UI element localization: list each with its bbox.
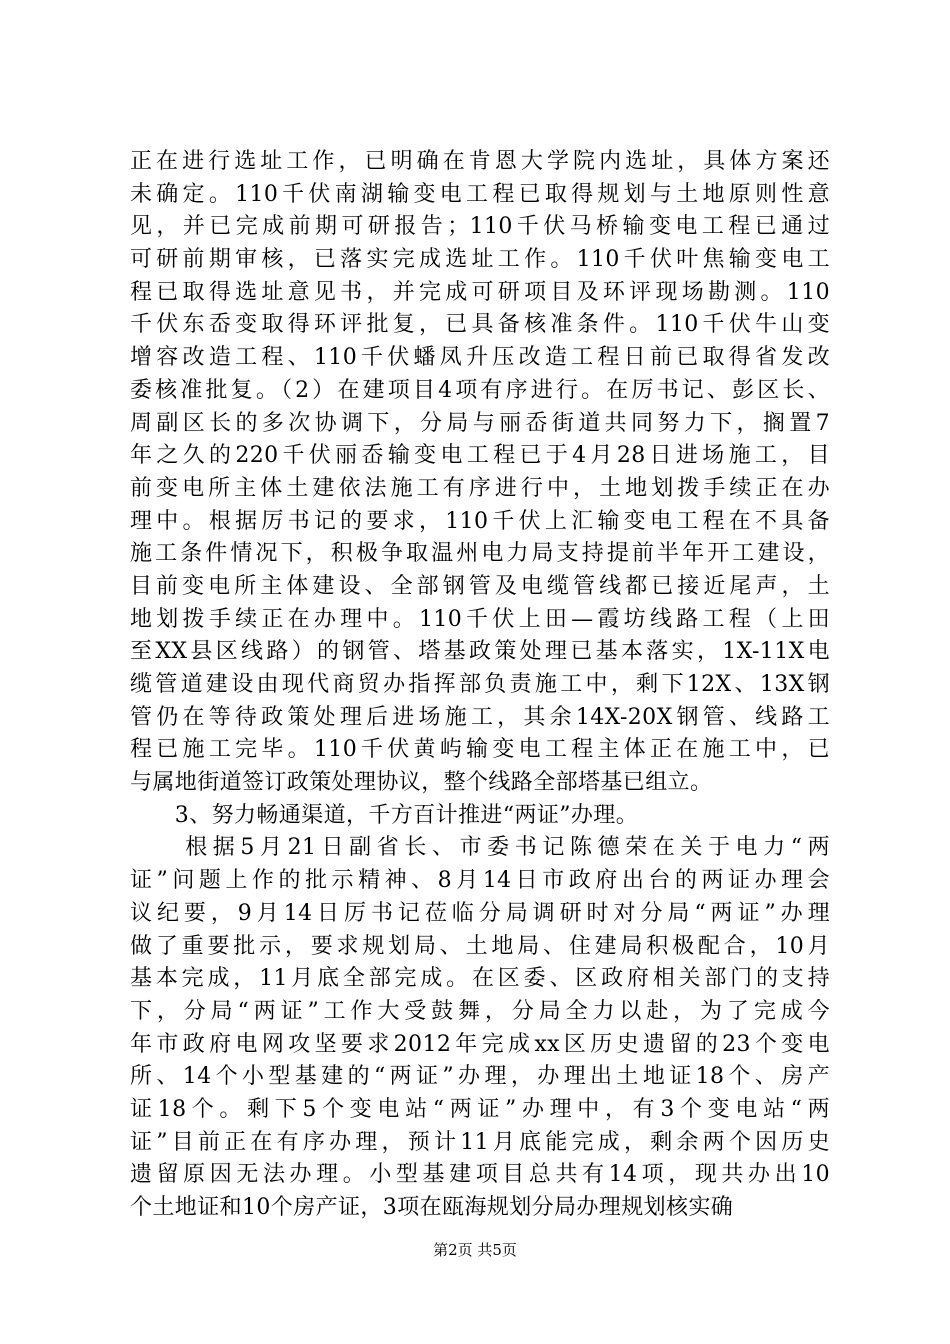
- body-text: [130, 146, 830, 1225]
- text-line: 千伏东岙变取得环评批复，已具备核准条件。110千伏牛山变: [130, 312, 830, 338]
- text-line: 见，并已完成前期可研报告；110千伏马桥输变电工程已通过: [130, 214, 830, 240]
- text-line: 遗留原因无法办理。小型基建项目总共有14项，现共办出10: [130, 1162, 830, 1188]
- text-line: 年之久的220千伏丽岙输变电工程已于4月28日进场施工，目: [130, 443, 830, 469]
- text-line: 前变电所主体土建依法施工有序进行中，土地划拨手续正在办: [130, 475, 830, 501]
- text-line: 根据5月21日副省长、市委书记陈德荣在关于电力“两: [130, 835, 830, 861]
- page-footer: 第2页 共5页: [433, 1241, 517, 1259]
- text-line: 证18个。剩下5个变电站“两证”办理中，有3个变电站“两: [130, 1096, 830, 1122]
- text-line: 委核准批复。（2）在建项目4项有序进行。在厉书记、彭区长、: [130, 377, 830, 403]
- text-line: 管仍在等待政策处理后进场施工，其余14X-20X钢管、线路工: [130, 704, 830, 730]
- text-line: 个土地证和10个房产证，3项在瓯海规划分局办理规划核实确: [130, 1195, 734, 1220]
- text-line: 目前变电所主体建设、全部钢管及电缆管线都已接近尾声，土: [130, 573, 830, 599]
- text-line: 周副区长的多次协调下，分局与丽岙街道共同努力下，搁置7: [130, 410, 830, 436]
- text-line: 与属地街道签订政策处理协议，整个线路全部塔基已组立。: [130, 770, 713, 796]
- text-line: 3、努力畅通渠道，千方百计推进“两证”办理。: [130, 802, 639, 828]
- text-line: 程已取得选址意见书，并完成可研项目及环评现场勘测。110: [130, 279, 830, 305]
- text-line: 正在进行选址工作，已明确在肯恩大学院内选址，具体方案还: [130, 149, 830, 174]
- text-line: 至XX县区线路）的钢管、塔基政策处理已基本落实，1X-11X电: [130, 639, 830, 665]
- text-line: 做了重要批示，要求规划局、土地局、住建局积极配合，10月: [130, 933, 830, 959]
- text-line: 缆管道建设由现代商贸办指挥部负责施工中，剩下12X、13X钢: [130, 672, 830, 697]
- text-line: 理中。根据厉书记的要求，110千伏上汇输变电工程在不具备: [130, 508, 830, 534]
- text-line: 年市政府电网攻坚要求2012年完成xx区历史遗留的23个变电: [130, 1031, 830, 1057]
- text-line: 可研前期审核，已落实完成选址工作。110千伏叶焦输变电工: [130, 247, 830, 273]
- text-line: 议纪要，9月14日厉书记莅临分局调研时对分局“两证”办理: [130, 900, 830, 926]
- text-line: 程已施工完毕。110千伏黄屿输变电工程主体正在施工中，已: [130, 737, 830, 763]
- text-line: 未确定。110千伏南湖输变电工程已取得规划与土地原则性意: [130, 181, 830, 207]
- text-line: 地划拨手续正在办理中。110千伏上田—霞坊线路工程（上田: [130, 606, 830, 632]
- text-line: 增容改造工程、110千伏蟠凤升压改造工程日前已取得省发改: [130, 345, 830, 371]
- text-line: 施工条件情况下，积极争取温州电力局支持提前半年开工建设，: [130, 541, 830, 567]
- text-line: 证”问题上作的批示精神、8月14日市政府出台的两证办理会: [130, 868, 830, 894]
- text-line: 基本完成，11月底全部完成。在区委、区政府相关部门的支持: [130, 966, 830, 992]
- text-line: 下，分局“两证”工作大受鼓舞，分局全力以赴，为了完成今: [130, 998, 830, 1024]
- text-line: 证”目前正在有序办理，预计11月底能完成，剩余两个因历史: [130, 1129, 830, 1155]
- text-line: 所、14个小型基建的“两证”办理，办理出土地证18个、房产: [130, 1064, 830, 1090]
